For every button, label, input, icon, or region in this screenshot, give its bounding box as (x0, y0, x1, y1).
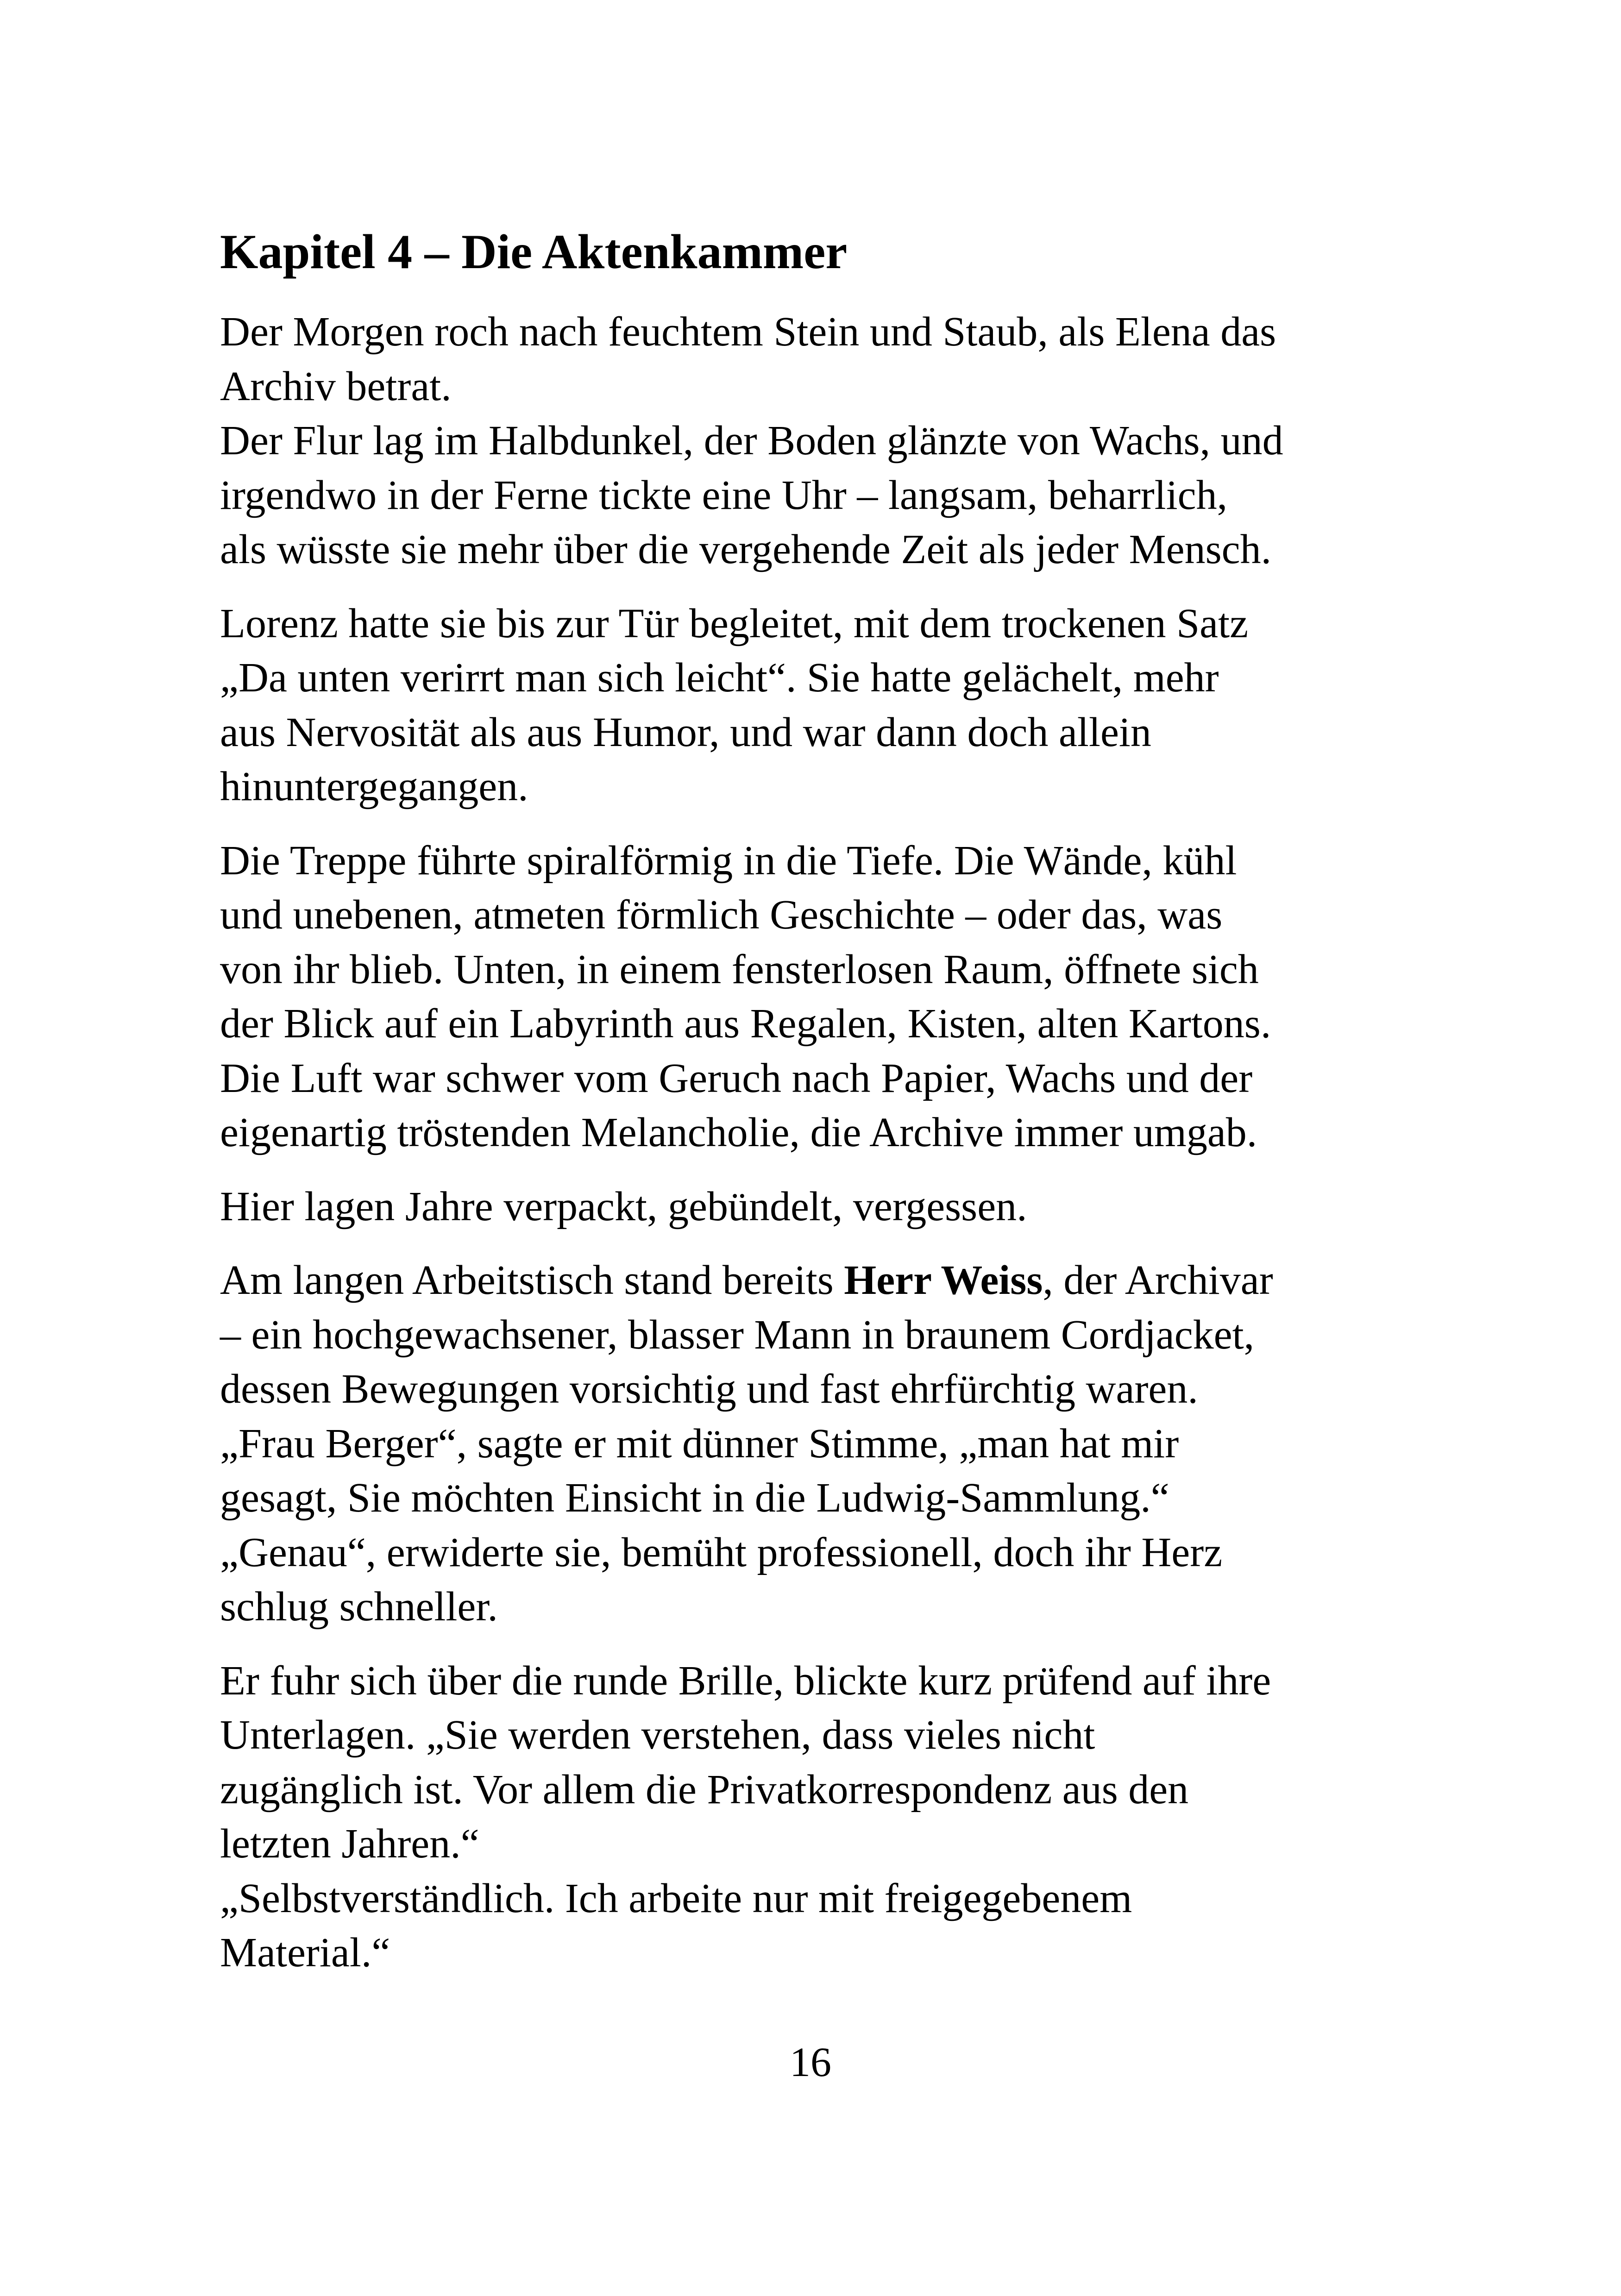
text-line: „Frau Berger“, sagte er mit dünner Stimme, „man hat mir (220, 1420, 1179, 1467)
text-line: – ein hochgewachsener, blasser Mann in braunem Cordjacket, (220, 1311, 1255, 1358)
chapter-title: Kapitel 4 – Die Aktenkammer (220, 225, 848, 279)
text-line: irgendwo in der Ferne tickte eine Uhr – langsam, beharrlich, (220, 472, 1228, 518)
text-line: schlug schneller. (220, 1584, 498, 1630)
page-number: 16 (790, 2039, 831, 2085)
paragraph-2 (220, 596, 1433, 814)
text-line: „Genau“, erwiderte sie, bemüht professionell, doch ihr Herz (220, 1529, 1223, 1575)
text-line: als wüsste sie mehr über die vergehende Zeit als jeder Mensch. (220, 527, 1272, 572)
text-line: aus Nervosität als aus Humor, und war dann doch allein (220, 709, 1151, 755)
text-line: Er fuhr sich über die runde Brille, blickte kurz prüfend auf ihre (220, 1657, 1271, 1704)
text-line: gesagt, Sie möchten Einsicht in die Ludwig-Sammlung.“ (220, 1475, 1169, 1521)
text-line (220, 1253, 1433, 1308)
paragraph-3 (220, 834, 1433, 1160)
paragraph-1 (220, 305, 1433, 577)
text-line: Die Luft war schwer vom Geruch nach Papier, Wachs und der (220, 1055, 1253, 1101)
text-line: Unterlagen. „Sie werden verstehen, dass vieles nicht (220, 1712, 1095, 1758)
text-line: Material.“ (220, 1930, 390, 1976)
text-line: hinuntergegangen. (220, 764, 528, 809)
text-line: Archiv betrat. (220, 363, 452, 409)
paragraph-5 (220, 1253, 1433, 1634)
text-line: von ihr blieb. Unten, in einem fensterlosen Raum, öffnete sich (220, 946, 1259, 992)
text-line: der Blick auf ein Labyrinth aus Regalen, Kisten, alten Kartons. (220, 1001, 1271, 1047)
paragraph-4 (220, 1179, 1433, 1234)
text-line: „Da unten verirrt man sich leicht“. Sie hatte gelächelt, mehr (220, 655, 1219, 701)
text-run: , der Archivar (1043, 1257, 1273, 1303)
text-line: Die Treppe führte spiralförmig in die Tiefe. Die Wände, kühl (220, 837, 1237, 884)
text-line: und unebenen, atmeten förmlich Geschichte – oder das, was (220, 892, 1223, 938)
character-name-bold: Herr Weiss (844, 1257, 1043, 1303)
text-line: zugänglich ist. Vor allem die Privatkorrespondenz aus den (220, 1766, 1189, 1813)
text-column (220, 218, 1433, 2000)
text-line: Der Flur lag im Halbdunkel, der Boden glänzte von Wachs, und (220, 418, 1283, 464)
text-line: „Selbstverständlich. Ich arbeite nur mit freigegebenem (220, 1875, 1132, 1921)
paragraph-6 (220, 1654, 1433, 1980)
text-line: Lorenz hatte sie bis zur Tür begleitet, mit dem trockenen Satz (220, 600, 1249, 646)
text-run: Am langen Arbeitstisch stand bereits (220, 1257, 844, 1303)
text-line: letzten Jahren.“ (220, 1821, 479, 1867)
text-line: Hier lagen Jahre verpackt, gebündelt, vergessen. (220, 1183, 1027, 1230)
text-line: dessen Bewegungen vorsichtig und fast ehrfürchtig waren. (220, 1366, 1198, 1412)
text-line: Der Morgen roch nach feuchtem Stein und Staub, als Elena das (220, 309, 1276, 355)
text-line: eigenartig tröstenden Melancholie, die Archive immer umgab. (220, 1110, 1257, 1155)
